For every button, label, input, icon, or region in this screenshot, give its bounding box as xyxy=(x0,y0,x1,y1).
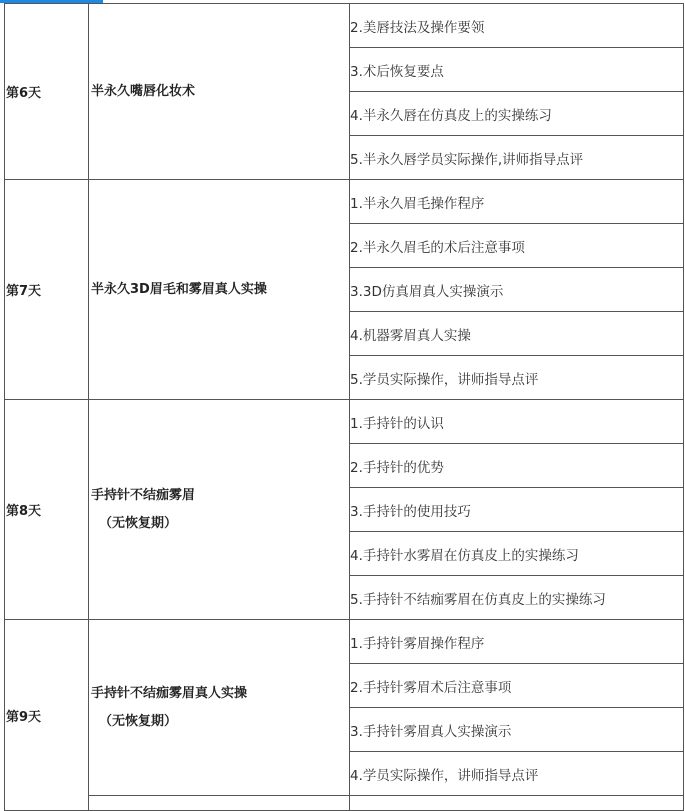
topic-title: 手持针不结痂雾眉真人实操 xyxy=(91,685,248,701)
table-row xyxy=(5,620,684,664)
topic-cell xyxy=(89,400,350,620)
topic-title: 半永久3D眉毛和雾眉真人实操 xyxy=(91,281,267,297)
content-item: 2.手持针雾眉术后注意事项 xyxy=(350,664,684,708)
content-item: 2.美唇技法及操作要领 xyxy=(350,4,684,48)
content-item: 3.手持针的使用技巧 xyxy=(350,488,684,532)
topic-cell xyxy=(89,180,350,400)
content-item: 1.手持针雾眉操作程序 xyxy=(350,620,684,664)
content-item: 4.半永久唇在仿真皮上的实操练习 xyxy=(350,92,684,136)
table-row xyxy=(5,180,684,224)
content-item: 5.学员实际操作，讲师指导点评 xyxy=(350,356,684,400)
day-cell: 第9天 xyxy=(5,620,89,811)
day-cell: 第7天 xyxy=(5,180,89,400)
table-row xyxy=(5,400,684,444)
content-item: 2.手持针的优势 xyxy=(350,444,684,488)
empty-cell xyxy=(350,796,684,811)
content-item: 4.手持针水雾眉在仿真皮上的实操练习 xyxy=(350,532,684,576)
content-item: 4.机器雾眉真人实操 xyxy=(350,312,684,356)
day-cell: 第6天 xyxy=(5,4,89,180)
content-item: 3.3D仿真眉真人实操演示 xyxy=(350,268,684,312)
table-row xyxy=(5,796,684,811)
empty-cell xyxy=(89,796,350,811)
content-item: 2.半永久眉毛的术后注意事项 xyxy=(350,224,684,268)
content-item: 4.学员实际操作，讲师指导点评 xyxy=(350,752,684,796)
content-item: 1.手持针的认识 xyxy=(350,400,684,444)
topic-title: 半永久嘴唇化妆术 xyxy=(91,83,196,99)
content-item: 5.半永久唇学员实际操作,讲师指导点评 xyxy=(350,136,684,180)
day-cell: 第8天 xyxy=(5,400,89,620)
content-item: 5.手持针不结痂雾眉在仿真皮上的实操练习 xyxy=(350,576,684,620)
topic-title: 手持针不结痂雾眉 xyxy=(91,487,196,503)
content-item: 3.手持针雾眉真人实操演示 xyxy=(350,708,684,752)
content-item: 3.术后恢复要点 xyxy=(350,48,684,92)
topic-cell xyxy=(89,4,350,180)
content-item: 1.半永久眉毛操作程序 xyxy=(350,180,684,224)
topic-cell xyxy=(89,620,350,796)
table-row xyxy=(5,4,684,48)
topic-note: （无恢复期） xyxy=(99,515,178,531)
course-schedule-table xyxy=(4,3,684,811)
topic-note: （无恢复期） xyxy=(99,713,178,729)
